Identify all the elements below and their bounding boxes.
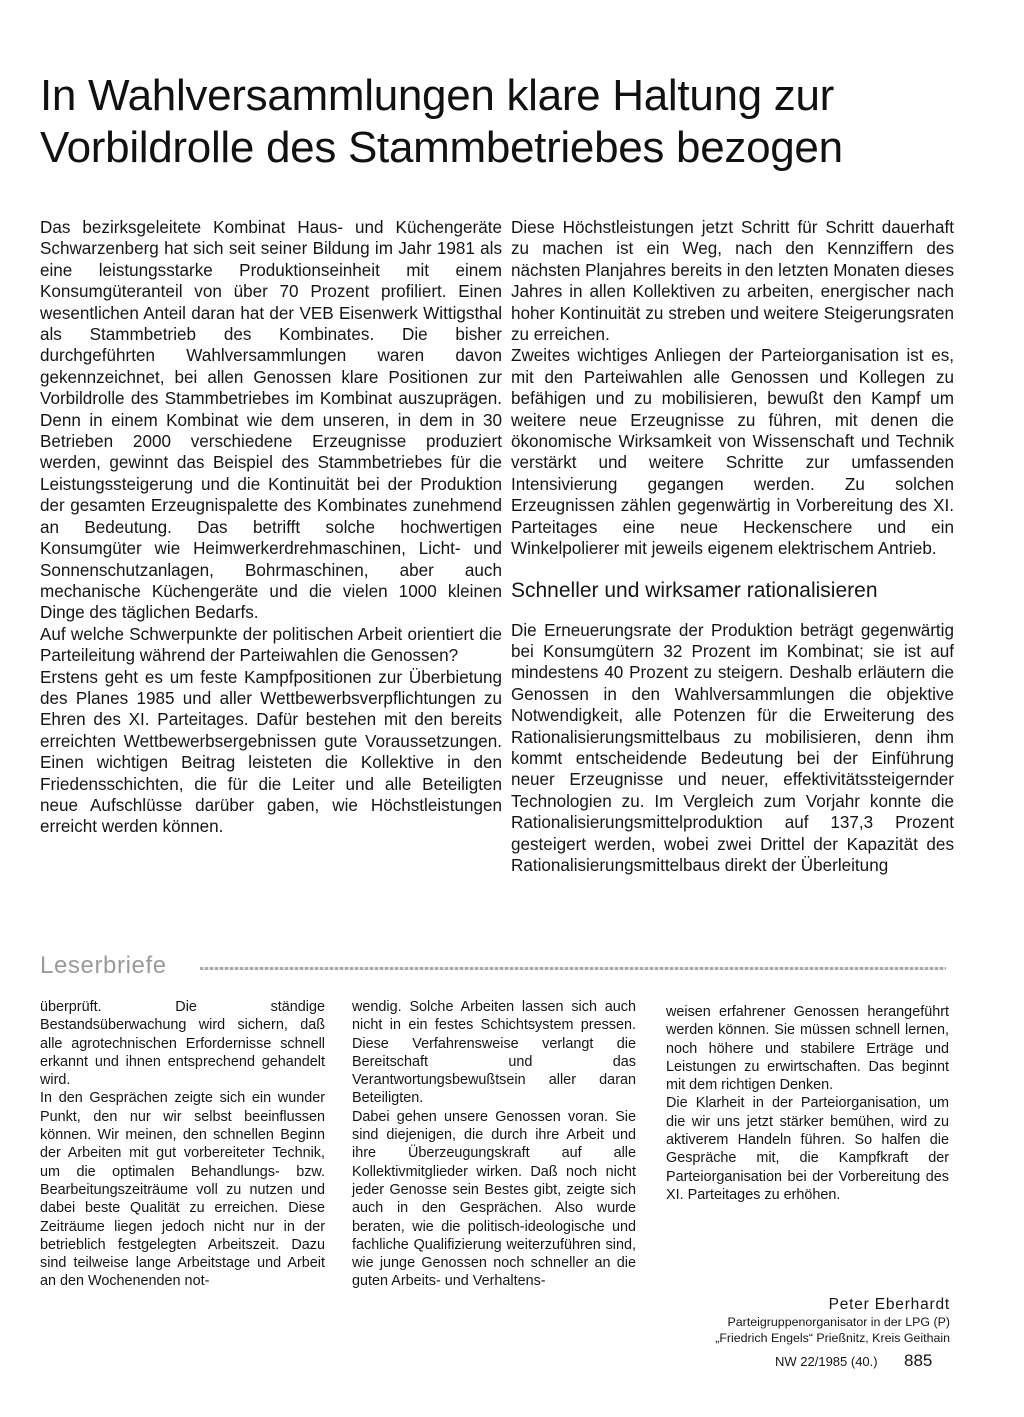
letter-paragraph: wendig. Solche Arbeiten lassen sich auch nicht in ein festes Schichtsystem pressen. Diese Verfahrensweise verlangt die Bereitschaft und das Verantwortungsbewußtsein aller daran Beteiligten. (352, 999, 636, 1107)
headline-line-2: Vorbildrolle des Stammbetriebes bezogen (40, 123, 843, 172)
letter-column-3 (666, 1003, 949, 1204)
headline-line-1: In Wahlversammlungen klare Haltung zur (40, 71, 834, 120)
letter-paragraph: Dabei gehen unsere Genossen voran. Sie sind diejenigen, die durch ihre Arbeit und ihre Überzeugungskraft auf alle Kollektivmitglieder wirken. Daß noch nicht jeder Genosse sein Bestes gibt, zeigte sich auch in den Gesprächen. Also wurde beraten, wie die politisch-ideologische und fachliche Qualifizierung weiterzuführen sind, wie junge Genossen noch schneller an die guten Arbeits- und Verhaltens- (352, 1108, 636, 1290)
author-affiliation: „Friedrich Engels“ Prießnitz, Kreis Geithain (715, 1331, 950, 1345)
letter-paragraph: überprüft. Die ständige Bestandsüberwachung wird sichern, daß alle agrotechnischen Erfordernisse schnell erkannt und ihnen entsprechend gehandelt wird. (40, 999, 325, 1089)
issue-reference: NW 22/1985 (40.) (775, 1354, 878, 1369)
article-paragraph: Die Erneuerungsrate der Produktion beträgt gegenwärtig bei Konsumgütern 32 Prozent im Kombinat; sie ist auf mindestens 40 Prozent zu steigern. Deshalb erläutern die Genossen in den Wahlversammlungen die objektive Notwendigkeit, alle Potenzen für die Erweiterung des Rationalisierungsmittelbaus zu mobilisieren, denn ihm kommt entscheidende Bedeutung bei der Einführung neuer Erzeugnisse und neuer, effektivitätssteigernder Technologien zu. Im Vergleich zum Vorjahr konnte die Rationalisierungsmittelproduktion auf 137,3 Prozent gesteigert werden, wobei zwei Drittel der Kapazität des Rationalisierungsmittelbaus direkt der Überleitung (511, 620, 954, 875)
letter-paragraph: In den Gesprächen zeigte sich ein wunder Punkt, den nur wir selbst beeinflussen können. Wir meinen, den schnellen Beginn der Arbeiten mit gut vorbereiteter Technik, um die optimalen Behandlungs- bzw. Bearbeitungszeiträume voll zu nutzen und dabei beste Qualität zu erreichen. Diese Zeiträume liegen jedoch nicht nur in der betrieblich festgelegten Arbeitszeit. Dazu sind teilweise lange Arbeitstage und Arbeit an den Wochenenden not- (40, 1090, 325, 1290)
page-number: 885 (904, 1351, 933, 1370)
letter-paragraph: Die Klarheit in der Parteiorganisation, um die wir uns jetzt stärker bemühen, wird zu aktiverem Handeln führen. So halfen die Gespräche mit, die Kampfkraft der Parteiorganisation bei der Vorbereitung des XI. Parteitages zu erhöhen. (666, 1095, 949, 1203)
article-column-right (511, 217, 954, 876)
article-paragraph: Zweites wichtiges Anliegen der Parteiorganisation ist es, mit den Parteiwahlen alle Genossen und Kollegen zu befähigen und zu mobilisieren, bewußt den Kampf um weitere neue Erzeugnisse zu führen, mit denen die ökonomische Wirksamkeit von Wissenschaft und Technik verstärkt und weitere Schritte zur umfassenden Intensivierung gegangen werden. Zu solchen Erzeugnissen zählen gegenwärtig in Vorbereitung des XI. Parteitages eine neue Heckenschere und ein Winkelpolierer mit jeweils eigenem elektrischem Antrieb. (511, 346, 954, 559)
article-paragraph: Das bezirksgeleitete Kombinat Haus- und Küchengeräte Schwarzenberg hat sich seit seiner Bildung im Jahr 1981 als eine leistungsstarke Produktionseinheit mit einem Konsumgüteranteil von über 70 Prozent profiliert. Einen wesentlichen Anteil daran hat der VEB Eisenwerk Wittigsthal als Stammbetrieb des Kombinates. Die bisher durchgeführten Wahlversammlungen waren davon gekennzeichnet, bei allen Genossen klare Positionen zur Vorbildrolle des Stammbetriebes im Kombinat auszuprägen. Denn in einem Kombinat wie dem unseren, in dem in 30 Betrieben 2000 verschiedene Erzeugnisse produziert werden, gewinnt das Beispiel des Stammbetriebes für die Leistungssteigerung und die Kontinuität bei der Produktion der gesamten Erzeugnispalette des Kombinates zunehmend an Bedeutung. Das betrifft solche hochwertigen Konsumgüter wie Heimwerkerdrehmaschinen, Licht- und Sonnenschutzanlagen, Bohrmaschinen, aber auch mechanische Küchengeräte und die vielen 1000 kleinen Dinge des täglichen Bedarfs. (40, 218, 502, 623)
letters-section-label: Leserbriefe (40, 952, 167, 979)
article-column-left (40, 217, 502, 838)
author-name: Peter Eberhardt (828, 1296, 950, 1313)
letters-section-header (40, 952, 946, 980)
article-paragraph: Diese Höchstleistungen jetzt Schritt für Schritt dauerhaft zu machen ist ein Weg, nach den Kennziffern des nächsten Planjahres bereits in den letzten Monaten dieses Jahres in allen Kollektiven zu arbeiten, energischer nach hoher Kontinuität zu streben und weitere Steigerungsraten zu erreichen. (511, 218, 954, 345)
letter-column-1 (40, 998, 325, 1291)
article-paragraph: Auf welche Schwerpunkte der politischen Arbeit orientiert die Parteileitung während der Parteiwahlen die Genossen? (40, 624, 502, 666)
letter-paragraph: weisen erfahrener Genossen herangeführt werden können. Sie müssen schnell lernen, noch höhere und stabilere Erträge und Leistungen zu erwirtschaften. Das beginnt mit dem richtigen Denken. (666, 1004, 949, 1094)
letter-column-2 (352, 998, 636, 1291)
letter-signature (666, 1295, 950, 1346)
author-role: Parteigruppenorganisator in der LPG (P) (727, 1315, 950, 1329)
article-paragraph: Erstens geht es um feste Kampfpositionen zur Überbietung des Planes 1985 und aller Wettbewerbsverpflichtungen zu Ehren des XI. Parteitages. Dafür bestehen mit den bereits erreichten Wettbewerbsergebnissen gute Voraussetzungen. Einen wichtigen Beitrag leisteten die Kollektive in den Friedensschichten, die für die Leiter und alle Beteiligten neue Aufschlüsse darüber gaben, wie Höchstleistungen erreicht werden können. (40, 667, 502, 837)
article-subheading: Schneller und wirksamer rationalisieren (511, 578, 878, 602)
article-headline (40, 70, 980, 174)
letters-divider (200, 967, 946, 970)
